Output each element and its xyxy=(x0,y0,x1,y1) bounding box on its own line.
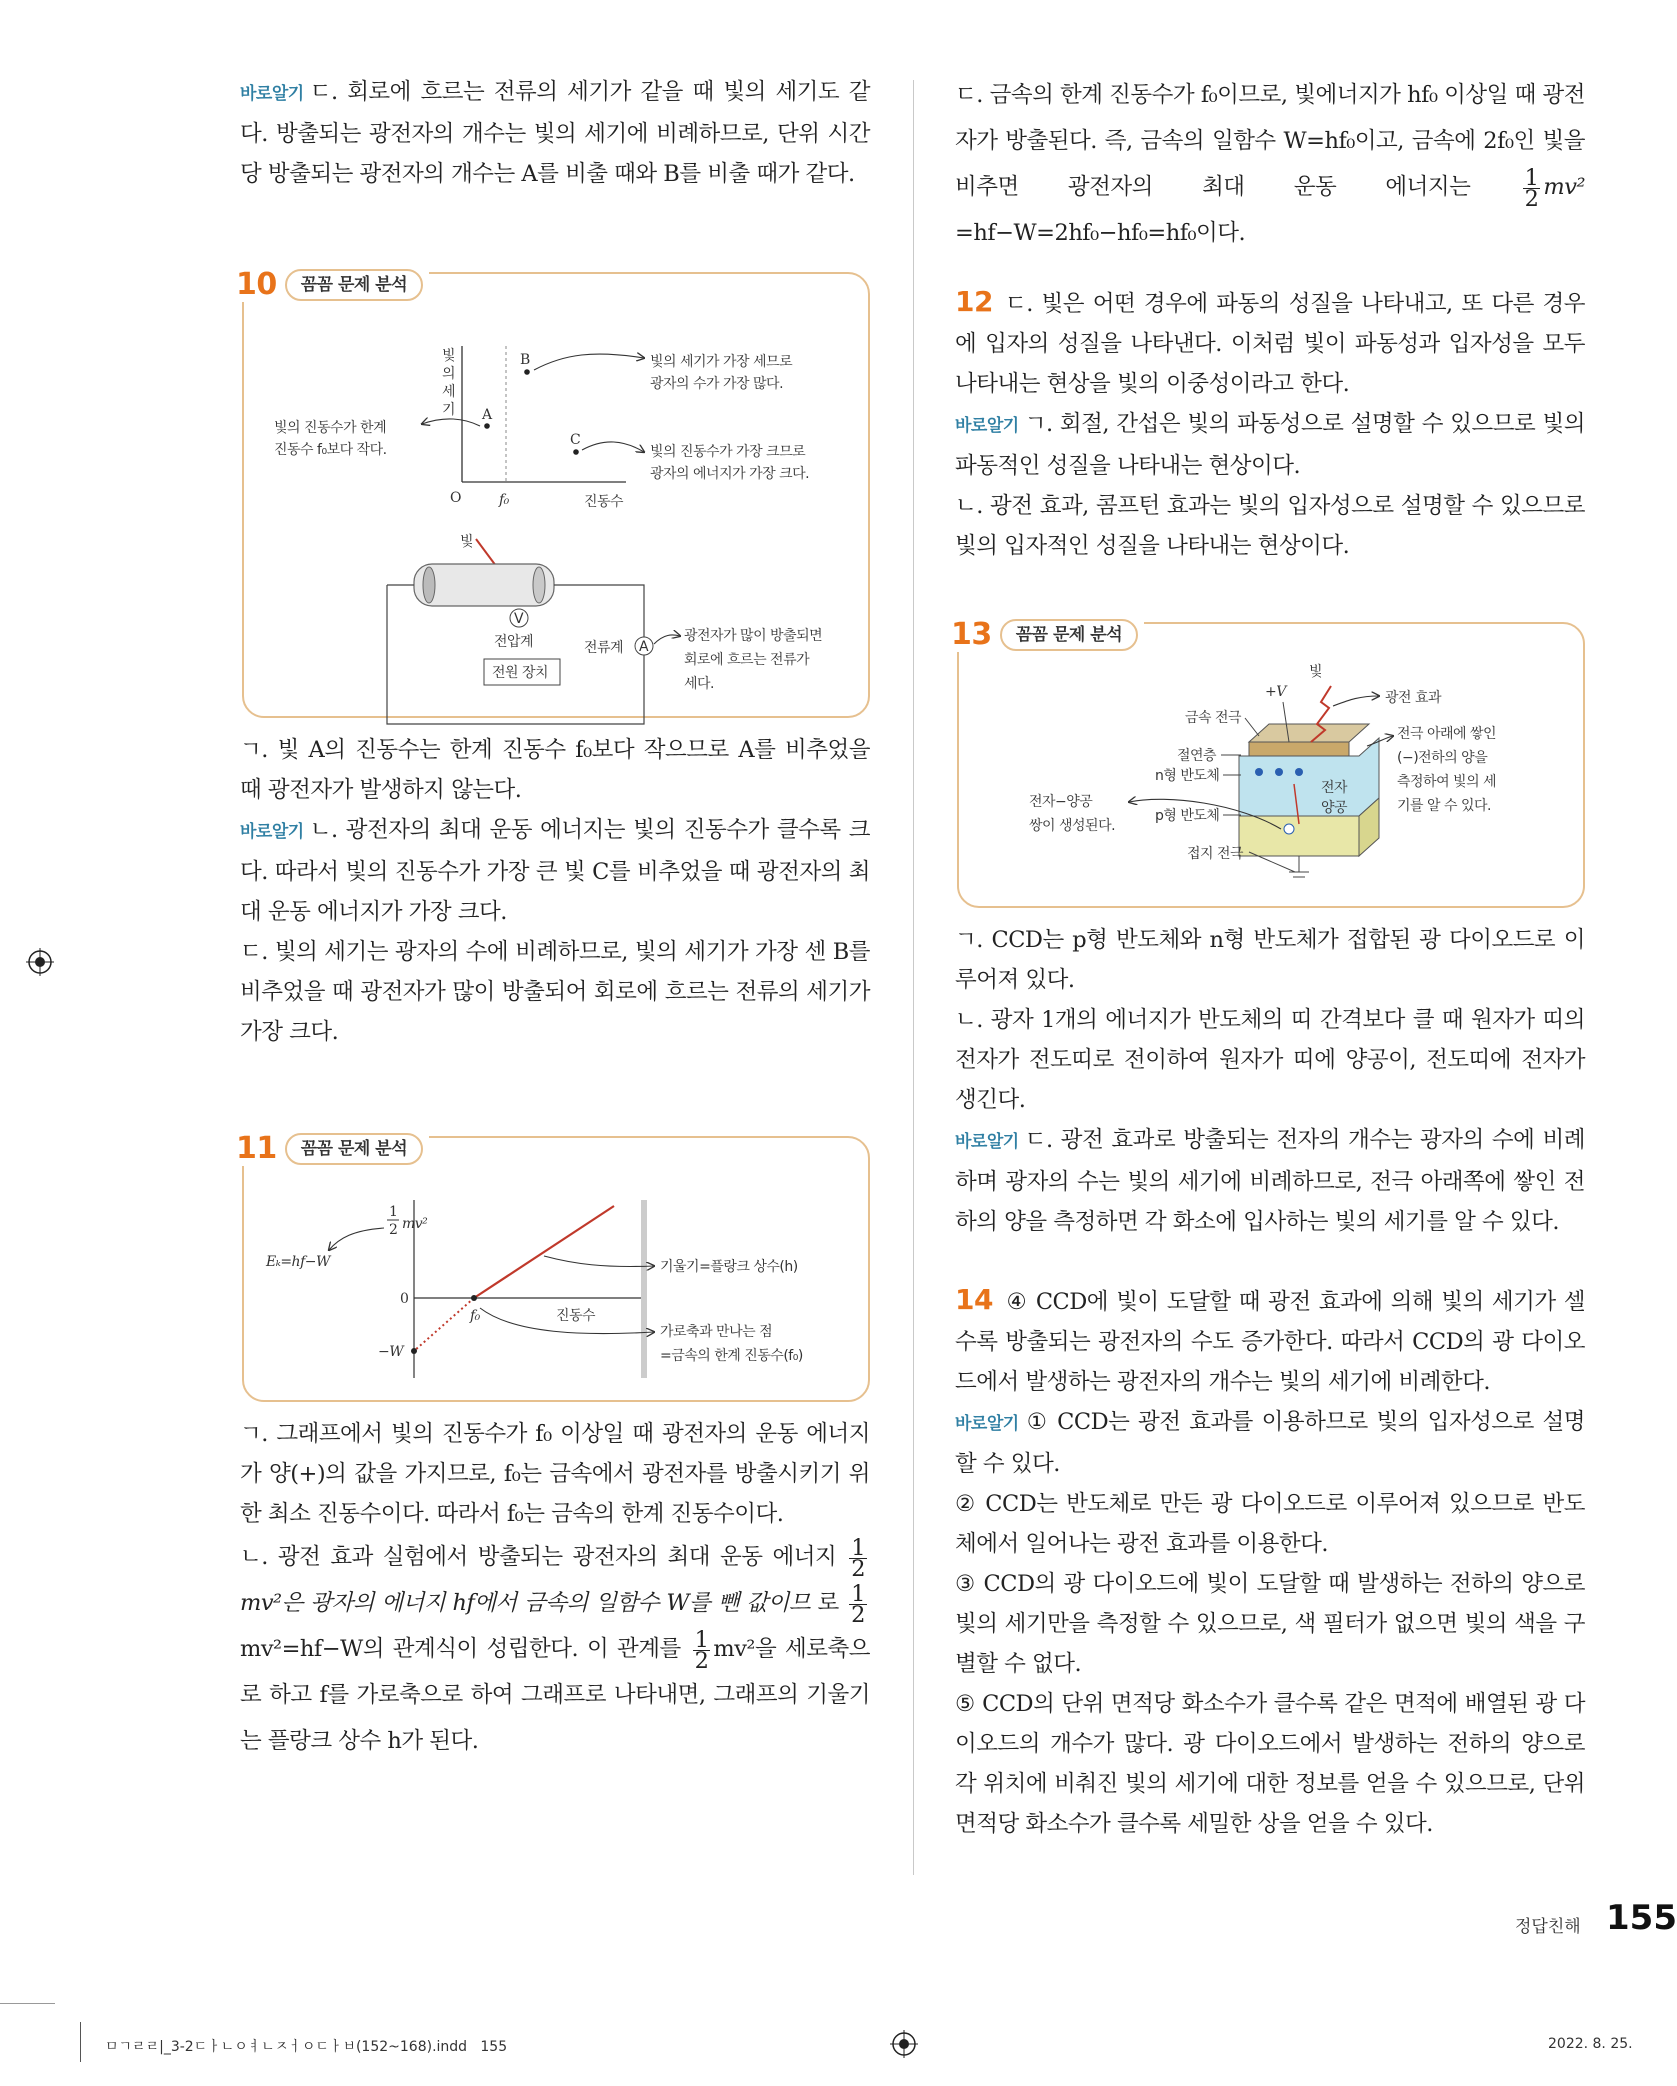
q11-a: ㄱ. 그래프에서 빛의 진동수가 f₀ 이상일 때 광전자의 운동 에너지가 양(+)의 값을 가지므로, f₀는 금속에서 광전자를 방출시키기 위한 최소 진동수이다. 따라서 f₀는 금속의 한계 진동수이다. xyxy=(240,1421,870,1527)
point-b-label: B xyxy=(520,352,530,368)
ann-x-1: 가로축과 만나는 점 xyxy=(660,1324,773,1340)
y-label-4: 기 xyxy=(442,402,456,418)
ann-r-3: 측정하여 빛의 세 xyxy=(1397,774,1497,790)
question-number: 12 xyxy=(955,285,993,318)
ann-r-4: 기를 알 수 있다. xyxy=(1397,798,1491,814)
y-label-3: 세 xyxy=(442,384,456,400)
ground-label: 접지 전극 xyxy=(1187,846,1244,862)
electron xyxy=(1255,768,1263,776)
fraction: $\frac{1}{2}$ xyxy=(694,1626,709,1674)
section-label: 정답친해 xyxy=(1515,1917,1581,1937)
q14-note-3: ③ CCD의 광 다이오드에 빛이 도달할 때 발생하는 전하의 양으로 빛의 세기만을 측정할 수 있으므로, 색 필터가 없으면 빛의 색을 구별할 수 없다. xyxy=(955,1571,1585,1677)
point-b xyxy=(524,369,530,375)
ann-slope: 기울기=플랑크 상수(h) xyxy=(660,1259,798,1275)
footer-rule xyxy=(0,2003,55,2004)
p-type-label: p형 반도체 xyxy=(1155,808,1220,824)
point-c-label: C xyxy=(570,432,581,448)
electron xyxy=(1275,768,1283,776)
analysis-title: 꼼꼼 문제 분석 xyxy=(285,1133,423,1165)
q14-note-2: ② CCD는 반도체로 만든 광 다이오드로 이루어져 있으므로 반도체에서 일어나는 광전 효과를 이용한다. xyxy=(955,1491,1585,1557)
origin-label: O xyxy=(450,490,461,506)
f0-label: f₀ xyxy=(499,492,509,508)
ek-formula: Eₖ=hf−W xyxy=(266,1254,330,1270)
analysis-title: 꼼꼼 문제 분석 xyxy=(285,269,423,301)
anode xyxy=(533,567,545,603)
cathode xyxy=(423,567,435,603)
q13-header xyxy=(951,618,1144,652)
print-date: 2022. 8. 25. xyxy=(1548,2036,1633,2052)
ammeter-label: 전류계 xyxy=(584,640,624,656)
y-label-1: 빛 xyxy=(442,348,456,364)
ann-x-2: =금속의 한계 진동수(f₀) xyxy=(660,1348,803,1364)
ann-photoelectric: 광전 효과 xyxy=(1385,690,1442,706)
footer-bar xyxy=(80,2022,81,2062)
point-c xyxy=(573,449,579,455)
x-axis-label: 진동수 xyxy=(584,494,624,510)
q12-note-b: ㄴ. 광전 효과, 콤프턴 효과는 빛의 입자성으로 설명할 수 있으므로 빛의 입자적인 성질을 나타내는 현상이다. xyxy=(955,493,1585,559)
registration-mark-bottom xyxy=(890,2030,918,2058)
x-axis-label: 진동수 xyxy=(556,1308,596,1324)
ann-l-1: 전자−양공 xyxy=(1029,794,1093,810)
ann-a-2: 진동수 f₀보다 작다. xyxy=(274,442,387,458)
electron xyxy=(1295,768,1303,776)
power-supply-label: 전원 장치 xyxy=(492,665,549,681)
y-mv: mv² xyxy=(402,1216,428,1232)
page-number: 155 xyxy=(1606,1898,1677,1938)
q12-note-a: 바로알기 ㄱ. 회절, 간섭은 빛의 파동성으로 설명할 수 있으므로 빛의 파동적인 성질을 나타내는 현상이다. xyxy=(955,411,1585,479)
q11-graph xyxy=(244,1138,872,1398)
q10-a: ㄱ. 빛 A의 진동수는 한계 진동수 f₀보다 작으므로 A를 비추었을 때 광전자가 발생하지 않는다. xyxy=(240,737,870,803)
insulator-label: 절연층 xyxy=(1177,748,1217,764)
q10-diagram xyxy=(244,274,872,714)
ann-b-2: 광자의 수가 가장 많다. xyxy=(650,376,784,392)
question-number: 14 xyxy=(955,1283,993,1316)
q14-note-1: 바로알기 ① CCD는 광전 효과를 이용하므로 빛의 입자성으로 설명할 수 있다. xyxy=(955,1409,1585,1477)
y-frac-den: 2 xyxy=(389,1222,398,1238)
q10-header xyxy=(236,268,429,302)
metal-electrode-top xyxy=(1249,724,1369,742)
hole-label: 양공 xyxy=(1321,800,1348,816)
f0-label: f₀ xyxy=(470,1308,480,1324)
registration-mark-left xyxy=(26,948,54,976)
ammeter-symbol: A xyxy=(639,639,649,655)
electron-label: 전자 xyxy=(1321,780,1348,796)
metal-electrode-label: 금속 전극 xyxy=(1185,710,1242,726)
q13-a: ㄱ. CCD는 p형 반도체와 n형 반도체가 접합된 광 다이오드로 이루어져 있다. xyxy=(955,927,1585,993)
ann-i-3: 세다. xyxy=(684,676,714,692)
threshold-point xyxy=(471,1295,477,1301)
q13-ccd-diagram xyxy=(959,624,1587,904)
ann-r-1: 전극 아래에 쌓인 xyxy=(1397,726,1497,742)
fraction: $\frac{1}{2}$ xyxy=(1524,164,1539,212)
q12-answer: 12 ㄷ. 빛은 어떤 경우에 파동의 성질을 나타내고, 또 다른 경우에 입자의 성질을 나타낸다. 이처럼 빛이 파동성과 입자성을 모두 나타내는 현상을 빛의 이중성이라고 한다. xyxy=(955,285,1585,397)
left-column xyxy=(236,72,870,1764)
voltmeter-label: 전압계 xyxy=(494,634,534,650)
q10-analysis-box xyxy=(236,267,870,718)
fraction: $\frac{1}{2}$ xyxy=(851,1534,866,1582)
q11-c: ㄷ. 금속의 한계 진동수가 f₀이므로, 빛에너지가 hf₀ 이상일 때 광전자가 방출된다. 즉, 금속의 일함수 W=hf₀이고, 금속에 2f₀인 빛을 비추면 광전자의 최대 운동 에너지는 $\frac{1}{2}$ mv² =hf−W=2hf₀−hf₀=hf₀이다. xyxy=(955,82,1585,246)
point-a-label: A xyxy=(482,407,492,423)
energy-line xyxy=(474,1206,614,1298)
point-a xyxy=(484,423,490,429)
right-column xyxy=(951,72,1585,1844)
ann-a-1: 빛의 진동수가 한계 xyxy=(274,420,387,436)
y-label-2: 의 xyxy=(442,366,456,382)
metal-electrode xyxy=(1249,742,1349,756)
ann-i-2: 회로에 흐르는 전류가 xyxy=(684,652,810,668)
ann-b-1: 빛의 세기가 가장 세므로 xyxy=(650,354,793,370)
q10-c: ㄷ. 빛의 세기는 광자의 수에 비례하므로, 빛의 세기가 가장 센 B를 비추었을 때 광전자가 많이 방출되어 회로에 흐르는 전류의 세기가 가장 크다. xyxy=(240,939,870,1045)
q10-b: 바로알기 ㄴ. 광전자의 최대 운동 에너지는 빛의 진동수가 클수록 크다. 따라서 빛의 진동수가 가장 큰 빛 C를 비추었을 때 광전자의 최대 운동 에너지가 가장 크다. xyxy=(240,817,870,925)
q11-analysis-box xyxy=(236,1131,870,1402)
analysis-title: 꼼꼼 문제 분석 xyxy=(1000,619,1138,651)
ann-c-2: 광자의 에너지가 가장 크다. xyxy=(650,466,810,482)
question-number: 10 xyxy=(236,267,277,302)
q14-answer: 14 ④ CCD에 빛이 도달할 때 광전 효과에 의해 빛의 세기가 셀수록 방출되는 광전자의 수도 증가한다. 따라서 CCD의 광 다이오드에서 발생하는 광전자의 개수는 빛의 세기에 비례한다. xyxy=(955,1283,1585,1395)
zero-label: 0 xyxy=(400,1291,409,1307)
q13-b: ㄴ. 광자 1개의 에너지가 반도체의 띠 간격보다 클 때 원자가 띠의 전자가 전도띠로 전이하여 원자가 띠에 양공이, 전도띠에 전자가 생긴다. xyxy=(955,1007,1585,1113)
intercept-point xyxy=(411,1348,417,1354)
minus-w-label: −W xyxy=(378,1344,404,1360)
column-divider xyxy=(913,80,914,1875)
light-label: 빛 xyxy=(460,534,474,550)
fraction: $\frac{1}{2}$ xyxy=(851,1580,865,1628)
hole xyxy=(1284,824,1294,834)
ann-c-1: 빛의 진동수가 가장 크므로 xyxy=(650,444,806,460)
q14-note-5: ⑤ CCD의 단위 면적당 화소수가 클수록 같은 면적에 배열된 광 다이오드의 개수가 많다. 광 다이오드에서 발생하는 전하의 양으로 각 위치에 비춰진 빛의 세기에 대한 정보를 얻을 수 있으므로, 단위 면적당 화소수가 클수록 세밀한 상을 얻을 수 있다. xyxy=(955,1691,1585,1837)
question-number: 11 xyxy=(236,1131,277,1166)
q13-analysis-box xyxy=(951,617,1585,908)
ann-l-2: 쌍이 생성된다. xyxy=(1029,818,1116,834)
n-type-label: n형 반도체 xyxy=(1155,768,1220,784)
plus-v-label: +V xyxy=(1265,684,1286,700)
light-label: 빛 xyxy=(1309,664,1323,680)
ann-r-2: (−)전하의 양을 xyxy=(1397,750,1488,766)
q13-c: 바로알기 ㄷ. 광전 효과로 방출되는 전자의 개수는 광자의 수에 비례하며 광자의 수는 빛의 세기에 비례하므로, 전극 아래쪽에 쌓인 전하의 양을 측정하면 각 화소에 입사하는 빛의 세기를 알 수 있다. xyxy=(955,1127,1585,1235)
ann-i-1: 광전자가 많이 방출되면 xyxy=(684,628,823,644)
q11-header xyxy=(236,1132,429,1166)
q9-note: 바로알기 ㄷ. 회로에 흐르는 전류의 세기가 같을 때 빛의 세기도 같다. 방출되는 광전자의 개수는 빛의 세기에 비례하므로, 단위 시간당 방출되는 광전자의 개수는 A를 비출 때와 B를 비출 때가 같다. xyxy=(240,79,870,187)
note-label: 바로알기 xyxy=(240,84,304,104)
file-info: ㅁㄱㄹㄹ|_3-2ㄷㅏㄴㅇㅕㄴㅈㅓㅇㄷㅏㅂ(152~168).indd 155 xyxy=(105,2039,508,2055)
voltmeter-symbol: V xyxy=(514,611,524,627)
q11-b: ㄴ. 광전 효과 실험에서 방출되는 광전자의 최대 운동 에너지 $\frac{1}{2}$ mv²은 광자의 에너지 hf에서 금속의 일함수 W를 뺀 값이므 로 $\frac{1}{2}$ mv²=hf−W의 관계식이 성립한다. 이 관계를 $\frac{1}{2}$ mv²을 세로축으로 하고 f를 가로축으로 하여 그래프로 나타내면, 그래프의 기울기는 플랑크 상수 h가 된다. xyxy=(240,1534,870,1754)
question-number: 13 xyxy=(951,617,992,652)
extrapolated-line xyxy=(414,1298,474,1351)
y-frac-num: 1 xyxy=(389,1204,398,1220)
